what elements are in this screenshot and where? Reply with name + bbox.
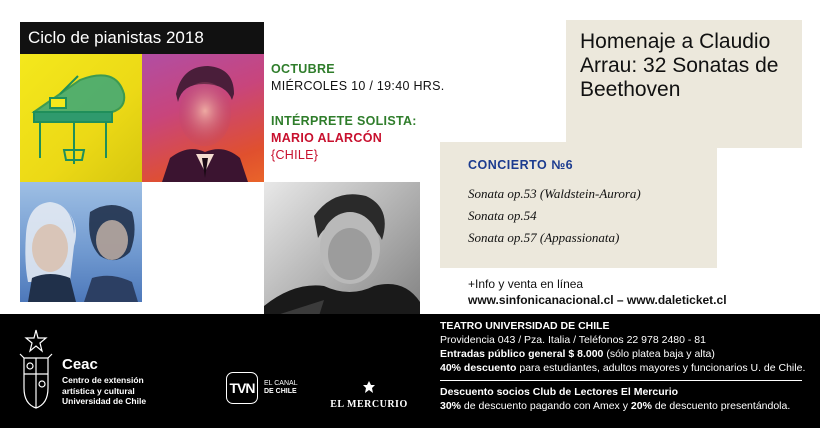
discount-note: para estudiantes, adultos mayores y funcionarios U. de Chile. [516,362,806,374]
crest-icon [16,328,56,412]
general-price-note: (sólo platea baja y alta) [603,348,715,360]
event-month: OCTUBRE [271,62,335,76]
ceac-description-line: Universidad de Chile [62,396,147,406]
ceac-description-line: Centro de extensión [62,375,144,385]
beethoven-image [20,182,142,302]
program-item: Sonata op.57 (Appassionata) [468,230,620,245]
canal-line: DE CHILE [264,388,297,395]
series-title: Ciclo de pianistas 2018 [28,28,204,47]
club-discount [440,400,790,412]
soloist-name: MARIO ALARCÓN [271,131,383,145]
event-date: MIÉRCOLES 10 / 19:40 HRS. [271,79,445,93]
soloist-country: {CHILE} [271,148,319,162]
club-title [440,386,678,398]
university-crest-logo [16,328,56,412]
concert-title: CONCIERTO №6 [468,158,574,172]
club-pct2: 20% [630,400,652,412]
program-item: Sonata op.53 (Waldstein-Aurora) [468,186,641,201]
club-title-text: Descuento socios Club de Lectores El Mercurio [440,386,679,398]
piano-image [20,54,142,182]
general-price [440,348,715,360]
beethoven-portrait-icon [20,182,142,302]
info-label: +Info y venta en línea [468,277,584,291]
ceac-description [62,375,146,407]
homage-title: Homenaje a Claudio Arrau: 32 Sonatas de Beethoven [580,30,779,101]
venue-name [440,320,610,332]
club-pct1: 30% [440,400,462,412]
club-mid: de descuento pagando con Amex y [461,400,631,412]
soloist-label: INTÉRPRETE SOLISTA: [271,114,417,128]
discount-bold: 40% descuento [440,362,517,374]
program-item: Sonata op.54 [468,208,537,223]
venue-name-text: TEATRO UNIVERSIDAD DE CHILE [440,320,610,332]
canal-logo [264,380,298,396]
venue-address: Providencia 043 / Pza. Italia / Teléfonos 22 978 2480 - 81 [440,334,706,346]
series-title-band [20,22,264,54]
general-price-bold: Entradas público general $ 8.000 [440,348,604,360]
canal-line: EL CANAL [264,380,298,387]
club-end: de descuento presentándola. [651,400,791,412]
ceac-description-line: artística y cultural [62,385,135,396]
tvn-logo: TVN [226,372,258,404]
footer-divider [440,380,802,381]
discount-line [440,362,805,374]
mercurio-name: EL MERCURIO [330,399,408,410]
ticket-links[interactable]: www.sinfonicanacional.cl – www.daleticket.cl [468,293,727,307]
el-mercurio-logo [324,380,414,410]
arrau-portrait [142,54,264,182]
portrait-icon [142,54,264,182]
mercurio-emblem-icon [362,380,376,394]
ceac-name: Ceac [62,356,98,373]
grand-piano-icon [20,54,142,182]
